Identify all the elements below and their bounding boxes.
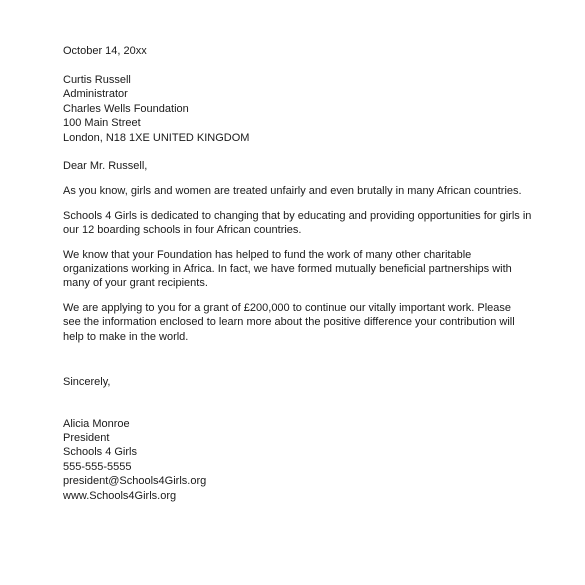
paragraph-3 bbox=[63, 248, 563, 291]
recipient-title: Administrator bbox=[63, 88, 128, 101]
paragraph-line: organizations working in Africa. In fact, we have formed mutually beneficial partnerships with bbox=[63, 263, 512, 276]
signature-website: www.Schools4Girls.org bbox=[63, 489, 177, 502]
recipient-street: 100 Main Street bbox=[63, 117, 141, 130]
paragraph-line: help to make in the world. bbox=[63, 330, 189, 343]
paragraph-line: We are applying to you for a grant of £200,000 to continue our vitally important work. Please bbox=[63, 302, 511, 315]
paragraph-4 bbox=[63, 301, 563, 344]
signature-block bbox=[63, 417, 563, 503]
signature-email: president@Schools4Girls.org bbox=[63, 475, 207, 488]
spacer bbox=[63, 237, 563, 247]
spacer bbox=[63, 174, 563, 184]
letter-date: October 14, 20xx bbox=[63, 45, 147, 57]
paragraph-line: see the information enclosed to learn more about the positive difference your contribution will bbox=[63, 316, 515, 329]
salutation: Dear Mr. Russell, bbox=[63, 160, 148, 173]
signature-organization: Schools 4 Girls bbox=[63, 446, 137, 459]
paragraph-line: We know that your Foundation has helped to fund the work of many other charitable bbox=[63, 248, 472, 261]
paragraph-line: many of your grant recipients. bbox=[63, 277, 208, 290]
recipient-block bbox=[63, 73, 563, 145]
spacer bbox=[63, 291, 563, 301]
spacer bbox=[63, 145, 563, 160]
recipient-city-line: London, N18 1XE UNITED KINGDOM bbox=[63, 131, 250, 144]
spacer bbox=[63, 198, 563, 208]
paragraph-line: Schools 4 Girls is dedicated to changing that by educating and providing opportunities for girls in bbox=[63, 209, 532, 222]
closing: Sincerely, bbox=[63, 376, 111, 389]
spacer bbox=[63, 344, 563, 375]
signature-phone: 555-555-5555 bbox=[63, 460, 132, 473]
paragraph-1 bbox=[63, 184, 563, 198]
recipient-name: Curtis Russell bbox=[63, 73, 131, 86]
spacer bbox=[63, 58, 563, 73]
paragraph-line: our 12 boarding schools in four African countries. bbox=[63, 224, 302, 237]
paragraph-line: As you know, girls and women are treated unfairly and even brutally in many African countries. bbox=[63, 185, 522, 198]
spacer bbox=[63, 390, 563, 417]
signature-title: President bbox=[63, 432, 110, 445]
letter-body bbox=[63, 44, 563, 503]
signature-name: Alicia Monroe bbox=[63, 417, 130, 430]
paragraph-2 bbox=[63, 209, 563, 238]
recipient-organization: Charles Wells Foundation bbox=[63, 102, 189, 115]
